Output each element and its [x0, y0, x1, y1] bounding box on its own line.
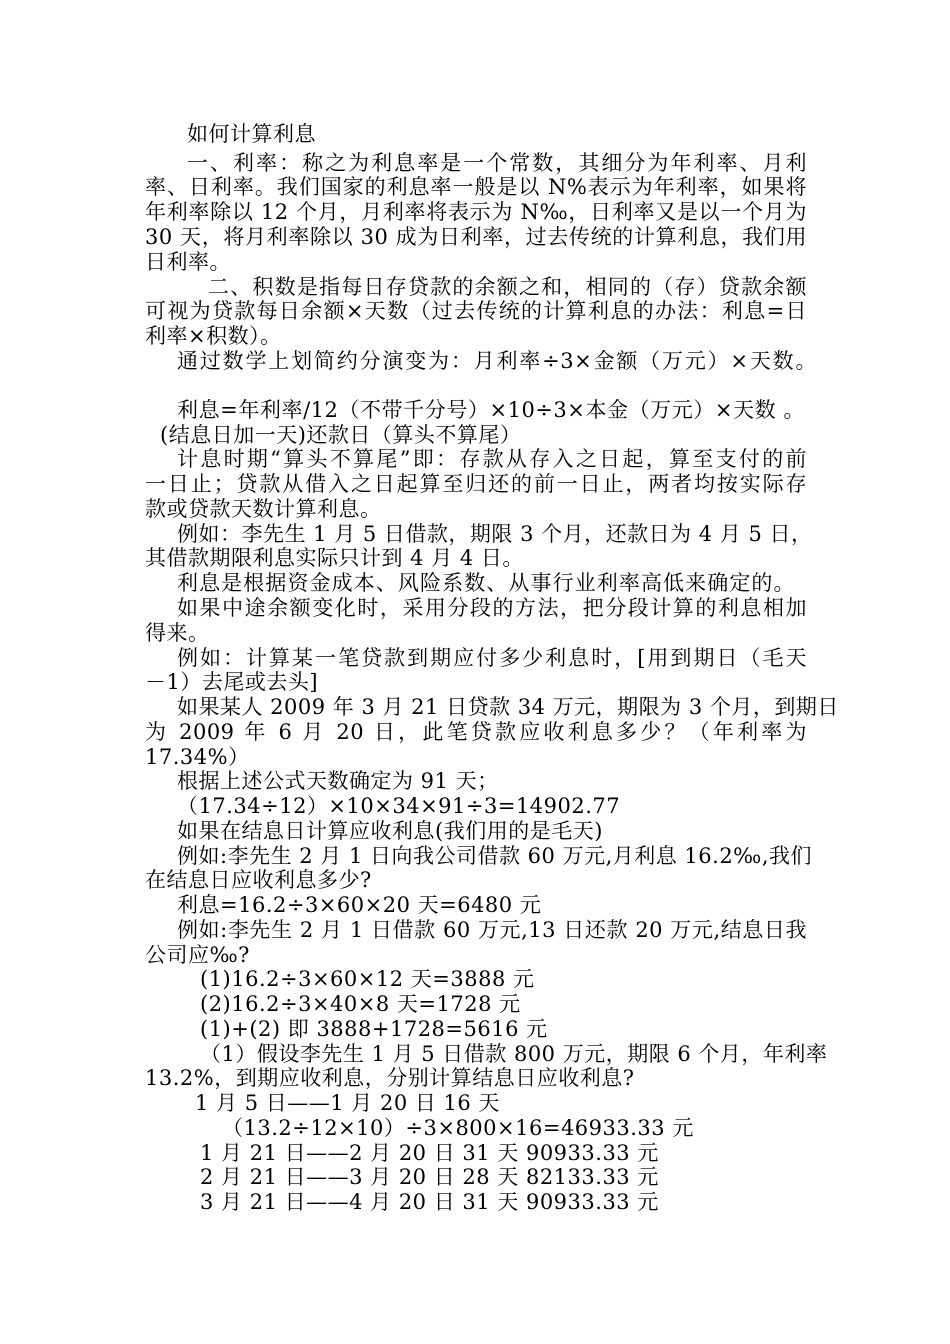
schedule-line: 1 月 5 日——1 月 20 日 16 天: [195, 1091, 500, 1115]
doc-title: 如何计算利息: [187, 122, 316, 146]
paragraph-line: 率、日利率。我们国家的利息率一般是以 N%表示为年利率，如果将: [145, 175, 807, 199]
paragraph-line: 计息时期“算头不算尾”即：存款从存入之日起，算至支付的前: [177, 447, 807, 471]
paragraph-line: 一、利率：称之为利息率是一个常数，其细分为年利率、月利: [187, 151, 807, 175]
paragraph-line: 例如：李先生 1 月 5 日借款，期限 3 个月，还款日为 4 月 5 日，: [177, 522, 813, 546]
paragraph-line: 如果中途余额变化时，采用分段的方法，把分段计算的利息相加: [177, 596, 807, 620]
paragraph-line: 可视为贷款每日余额×天数（过去传统的计算利息的办法：利息=日: [145, 299, 807, 323]
schedule-line: 1 月 21 日——2 月 20 日 31 天 90933.33 元: [200, 1141, 659, 1165]
paragraph-line: 其借款期限利息实际只计到 4 月 4 日。: [145, 546, 524, 570]
paragraph-line: －1）去尾或去头]: [145, 670, 319, 694]
paragraph-line: 公司应‰?: [145, 943, 250, 967]
paragraph-line: 例如:李先生 2 月 1 日借款 60 万元,13 日还款 20 万元,结息日我: [177, 918, 807, 942]
formula-line: (1)16.2÷3×60×12 天=3888 元: [200, 967, 535, 991]
paragraph-line: 例如：计算某一笔贷款到期应付多少利息时，[用到期日（毛天: [177, 646, 807, 670]
paragraph-line: 如果某人 2009 年 3 月 21 日贷款 34 万元，期限为 3 个月，到期日: [177, 695, 839, 719]
schedule-line: 3 月 21 日——4 月 20 日 31 天 90933.33 元: [200, 1190, 659, 1214]
paragraph-line: 为 2009 年 6 月 20 日，此笔贷款应收利息多少？（年利率为: [145, 720, 807, 744]
paragraph-line: 二、积数是指每日存贷款的余额之和，相同的（存）贷款余额: [208, 275, 807, 299]
formula-line: （17.34÷12）×10×34×91÷3=14902.77: [177, 794, 621, 818]
paragraph-line: 款或贷款天数计算利息。: [145, 497, 382, 521]
paragraph-line: 13.2%，到期应收利息，分别计算结息日应收利息?: [145, 1066, 635, 1090]
formula-line: (2)16.2÷3×40×8 天=1728 元: [200, 992, 521, 1016]
formula-line: 利息=16.2÷3×60×20 天=6480 元: [177, 893, 542, 917]
paragraph-line: 30 天，将月利率除以 30 成为日利率，过去传统的计算利息，我们用: [145, 225, 807, 249]
paragraph-line: 例如:李先生 2 月 1 日向我公司借款 60 万元,月利息 16.2‰,我们: [177, 844, 813, 868]
paragraph-line: 一日止；贷款从借入之日起算至归还的前一日止，两者均按实际存: [145, 472, 807, 496]
schedule-line: 2 月 21 日——3 月 20 日 28 天 82133.33 元: [200, 1165, 659, 1189]
paragraph-line: 利息是根据资金成本、风险系数、从事行业利率高低来确定的。: [177, 571, 795, 595]
formula-line: (1)+(2) 即 3888+1728=5616 元: [200, 1017, 548, 1041]
paragraph-line: 年利率除以 12 个月，月利率将表示为 N‰，日利率又是以一个月为: [145, 200, 807, 224]
paragraph-line: 17.34%）: [145, 745, 250, 769]
paragraph-line: (结息日加一天)还款日（算头不算尾）: [160, 423, 522, 447]
paragraph-line: 利息=年利率/12（不带千分号）×10÷3×本金（万元）×天数 。: [177, 398, 805, 422]
paragraph-line: 如果在结息日计算应收利息(我们用的是毛天): [177, 819, 603, 843]
paragraph-line: （1）假设李先生 1 月 5 日借款 800 万元，期限 6 个月，年利率: [200, 1042, 828, 1066]
paragraph-line: 通过数学上划简约分演变为：月利率÷3×金额（万元）×天数。: [177, 349, 817, 373]
paragraph-line: 根据上述公式天数确定为 91 天；: [177, 769, 499, 793]
formula-line: （13.2÷12×10）÷3×800×16=46933.33 元: [222, 1116, 694, 1140]
paragraph-line: 日利率。: [145, 250, 231, 274]
paragraph-line: 利率×积数）。: [145, 324, 282, 348]
paragraph-line: 在结息日应收利息多少?: [145, 868, 372, 892]
paragraph-line: 得来。: [145, 621, 210, 645]
